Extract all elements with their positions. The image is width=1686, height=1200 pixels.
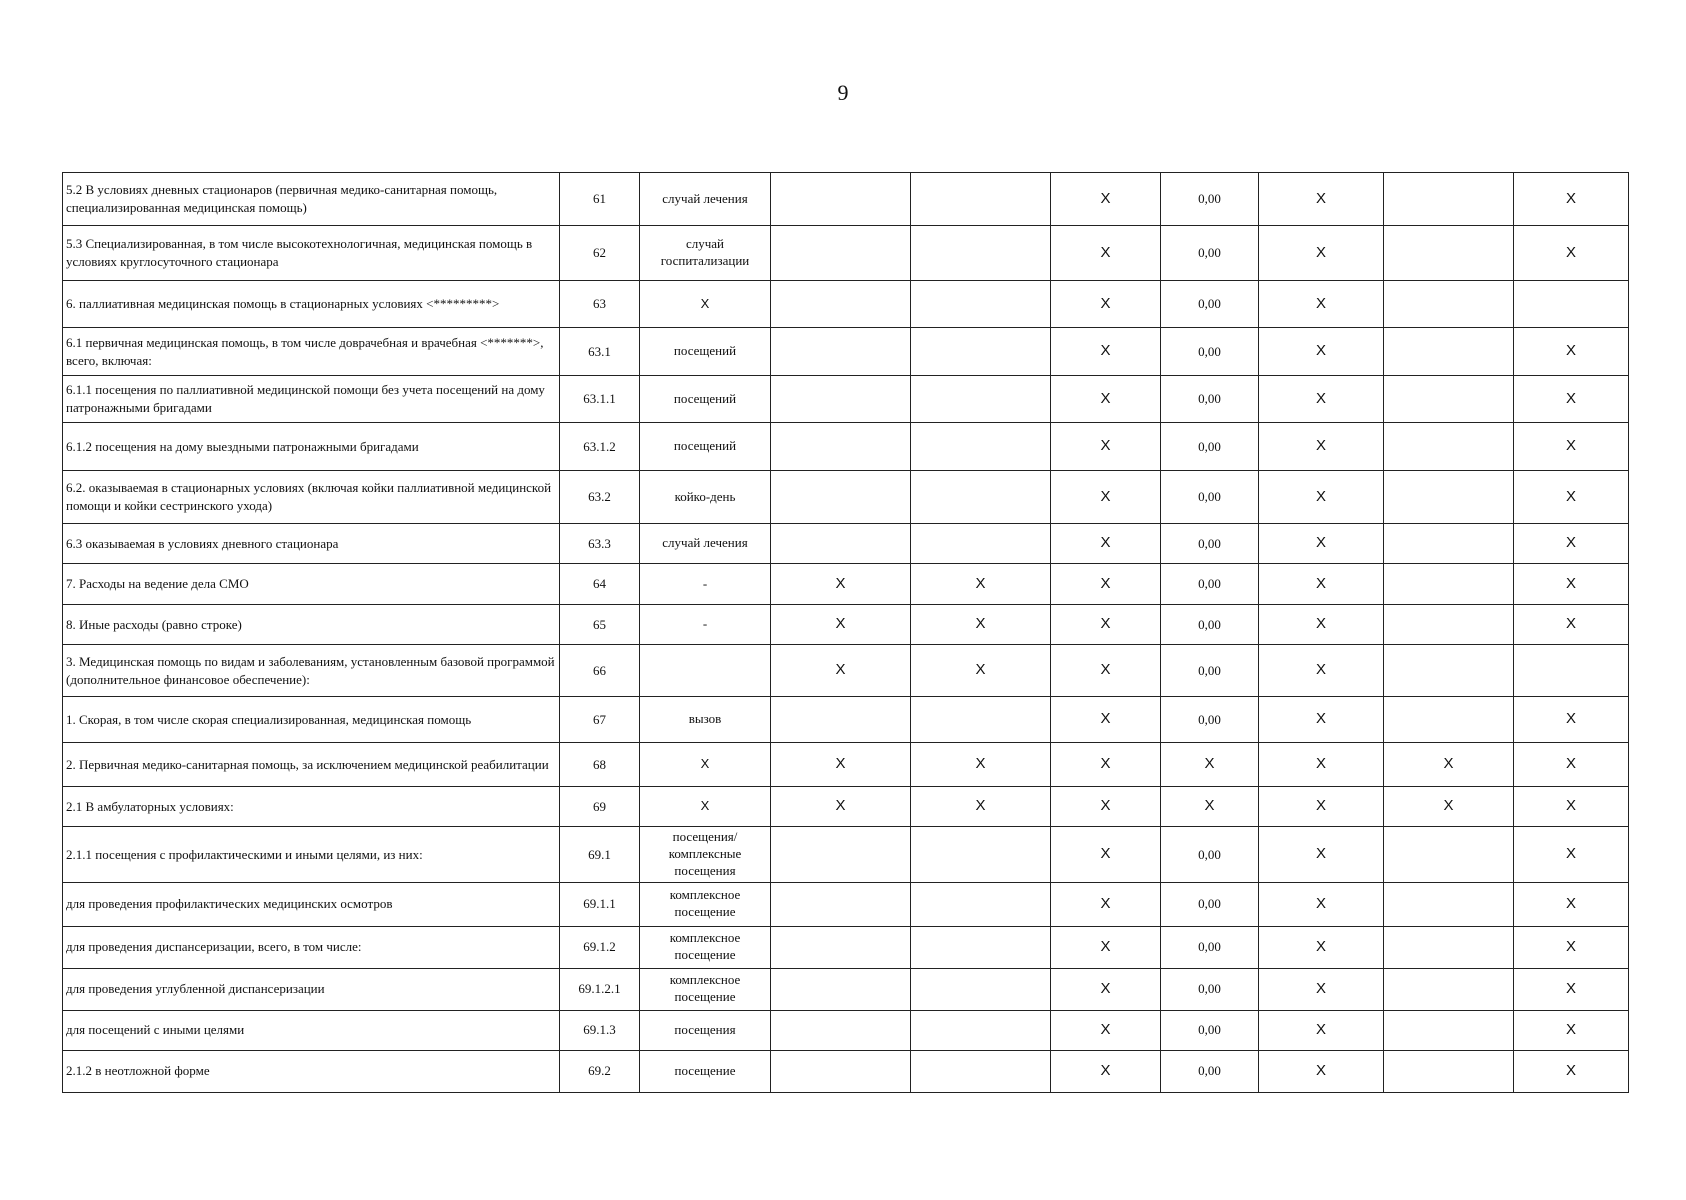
row-value-cell: X — [1259, 743, 1384, 787]
row-value-cell: X — [1051, 564, 1161, 605]
row-value-cell: 0,00 — [1161, 564, 1259, 605]
row-value-cell: X — [1259, 882, 1384, 926]
row-value-cell: X — [1051, 328, 1161, 376]
row-value-cell — [1384, 968, 1514, 1010]
row-unit: X — [640, 787, 771, 827]
row-value-cell: X — [771, 787, 911, 827]
row-value-cell: 0,00 — [1161, 968, 1259, 1010]
table-row — [63, 1050, 1629, 1092]
row-name: 6.1 первичная медицинская помощь, в том числе доврачебная и врачебная <*******>, всего, включая: — [63, 328, 560, 376]
row-value-cell: X — [1514, 226, 1629, 281]
row-value-cell — [1384, 423, 1514, 471]
row-code: 64 — [560, 564, 640, 605]
row-value-cell — [911, 968, 1051, 1010]
row-code: 63.1.2 — [560, 423, 640, 471]
row-value-cell: X — [1259, 697, 1384, 743]
row-code: 69.1.3 — [560, 1010, 640, 1050]
row-value-cell: 0,00 — [1161, 697, 1259, 743]
row-name: для проведения диспансеризации, всего, в том числе: — [63, 926, 560, 968]
row-value-cell: X — [1051, 524, 1161, 564]
row-value-cell: 0,00 — [1161, 605, 1259, 645]
row-value-cell: X — [1051, 173, 1161, 226]
table-row — [63, 328, 1629, 376]
row-value-cell: X — [1514, 827, 1629, 883]
row-name: 2.1 В амбулаторных условиях: — [63, 787, 560, 827]
row-value-cell — [1384, 564, 1514, 605]
row-unit: случай госпитализации — [640, 226, 771, 281]
row-value-cell: 0,00 — [1161, 471, 1259, 524]
row-code: 63.3 — [560, 524, 640, 564]
row-value-cell: 0,00 — [1161, 827, 1259, 883]
data-table — [62, 172, 1629, 1093]
row-value-cell: X — [1051, 605, 1161, 645]
row-value-cell — [1384, 1010, 1514, 1050]
row-unit: посещение — [640, 1050, 771, 1092]
row-value-cell: X — [1259, 605, 1384, 645]
row-unit: X — [640, 281, 771, 328]
row-value-cell — [1384, 882, 1514, 926]
row-value-cell: 0,00 — [1161, 226, 1259, 281]
row-value-cell: X — [1259, 226, 1384, 281]
row-unit: случай лечения — [640, 173, 771, 226]
row-unit: комплексное посещение — [640, 926, 771, 968]
row-unit: койко-день — [640, 471, 771, 524]
table-row — [63, 1010, 1629, 1050]
row-code: 62 — [560, 226, 640, 281]
row-value-cell: X — [771, 743, 911, 787]
row-code: 63 — [560, 281, 640, 328]
row-value-cell — [771, 471, 911, 524]
table-row — [63, 173, 1629, 226]
row-value-cell: X — [1259, 1050, 1384, 1092]
row-value-cell: X — [1051, 1050, 1161, 1092]
row-value-cell — [1384, 471, 1514, 524]
row-value-cell: X — [1051, 968, 1161, 1010]
table-row — [63, 471, 1629, 524]
row-value-cell — [771, 827, 911, 883]
row-name: 2.1.1 посещения с профилактическими и иными целями, из них: — [63, 827, 560, 883]
row-value-cell: X — [1514, 423, 1629, 471]
row-value-cell: 0,00 — [1161, 524, 1259, 564]
row-value-cell: X — [1514, 376, 1629, 423]
row-value-cell: X — [1161, 787, 1259, 827]
row-value-cell: 0,00 — [1161, 926, 1259, 968]
row-value-cell — [1384, 827, 1514, 883]
table-row — [63, 743, 1629, 787]
row-value-cell: X — [1514, 882, 1629, 926]
row-value-cell: X — [1051, 645, 1161, 697]
table-row — [63, 968, 1629, 1010]
row-code: 69.2 — [560, 1050, 640, 1092]
row-value-cell: 0,00 — [1161, 328, 1259, 376]
row-value-cell — [771, 376, 911, 423]
row-value-cell: 0,00 — [1161, 1050, 1259, 1092]
row-value-cell: X — [1051, 471, 1161, 524]
row-value-cell — [911, 524, 1051, 564]
row-unit: - — [640, 564, 771, 605]
row-name: 6. паллиативная медицинская помощь в стационарных условиях <*********> — [63, 281, 560, 328]
row-unit: X — [640, 743, 771, 787]
row-value-cell: X — [1259, 423, 1384, 471]
row-value-cell: X — [1514, 524, 1629, 564]
row-value-cell: 0,00 — [1161, 1010, 1259, 1050]
row-name: 5.3 Специализированная, в том числе высокотехнологичная, медицинская помощь в условиях круглосуточного стационара — [63, 226, 560, 281]
table-row — [63, 605, 1629, 645]
row-value-cell: X — [1259, 787, 1384, 827]
row-value-cell: X — [771, 605, 911, 645]
row-value-cell — [1384, 226, 1514, 281]
row-name: для проведения углубленной диспансеризации — [63, 968, 560, 1010]
row-value-cell — [911, 882, 1051, 926]
row-value-cell: X — [771, 645, 911, 697]
row-value-cell: X — [1051, 1010, 1161, 1050]
row-unit: посещения — [640, 1010, 771, 1050]
row-value-cell: X — [1259, 827, 1384, 883]
row-value-cell: X — [1514, 605, 1629, 645]
table-row — [63, 697, 1629, 743]
row-value-cell: X — [1514, 968, 1629, 1010]
row-value-cell — [911, 328, 1051, 376]
row-value-cell: X — [1514, 743, 1629, 787]
row-name: 6.3 оказываемая в условиях дневного стационара — [63, 524, 560, 564]
row-value-cell — [1384, 524, 1514, 564]
row-value-cell — [1384, 173, 1514, 226]
row-value-cell — [771, 281, 911, 328]
row-value-cell — [911, 926, 1051, 968]
row-value-cell — [771, 173, 911, 226]
row-value-cell: X — [1259, 564, 1384, 605]
row-code: 63.2 — [560, 471, 640, 524]
row-value-cell: X — [1259, 471, 1384, 524]
row-value-cell: X — [1161, 743, 1259, 787]
table-row — [63, 524, 1629, 564]
row-unit: посещений — [640, 376, 771, 423]
row-code: 69.1.2 — [560, 926, 640, 968]
row-value-cell — [1384, 645, 1514, 697]
row-value-cell: 0,00 — [1161, 645, 1259, 697]
row-value-cell — [1384, 328, 1514, 376]
row-value-cell — [771, 423, 911, 471]
row-code: 66 — [560, 645, 640, 697]
row-code: 61 — [560, 173, 640, 226]
row-unit: комплексное посещение — [640, 968, 771, 1010]
row-value-cell: X — [1514, 471, 1629, 524]
row-code: 69.1 — [560, 827, 640, 883]
table-row — [63, 645, 1629, 697]
table-row — [63, 376, 1629, 423]
row-name: для посещений с иными целями — [63, 1010, 560, 1050]
row-value-cell: 0,00 — [1161, 882, 1259, 926]
row-value-cell — [1384, 376, 1514, 423]
row-value-cell: X — [1051, 226, 1161, 281]
row-value-cell: X — [1384, 743, 1514, 787]
row-code: 68 — [560, 743, 640, 787]
table-body — [63, 173, 1629, 1093]
row-value-cell — [911, 376, 1051, 423]
row-name: 6.2. оказываемая в стационарных условиях (включая койки паллиативной медицинской помощи и койки сестринского ухода) — [63, 471, 560, 524]
row-name: 7. Расходы на ведение дела СМО — [63, 564, 560, 605]
row-value-cell: X — [1514, 1010, 1629, 1050]
row-value-cell — [911, 173, 1051, 226]
table-row — [63, 787, 1629, 827]
row-value-cell: X — [1514, 697, 1629, 743]
row-value-cell — [911, 471, 1051, 524]
row-unit — [640, 645, 771, 697]
row-code: 69.1.2.1 — [560, 968, 640, 1010]
row-name: для проведения профилактических медицинских осмотров — [63, 882, 560, 926]
row-value-cell: X — [1514, 564, 1629, 605]
row-value-cell — [1514, 645, 1629, 697]
row-value-cell — [1514, 281, 1629, 328]
row-value-cell: X — [771, 564, 911, 605]
row-value-cell: X — [1051, 926, 1161, 968]
row-value-cell: X — [1259, 281, 1384, 328]
row-name: 8. Иные расходы (равно строке) — [63, 605, 560, 645]
table-row — [63, 564, 1629, 605]
row-value-cell: X — [1051, 697, 1161, 743]
row-value-cell — [771, 968, 911, 1010]
row-value-cell: X — [1051, 882, 1161, 926]
table-row — [63, 827, 1629, 883]
row-value-cell — [911, 697, 1051, 743]
row-value-cell: X — [1259, 376, 1384, 423]
table-row — [63, 926, 1629, 968]
row-value-cell — [771, 328, 911, 376]
row-value-cell — [1384, 281, 1514, 328]
row-unit: - — [640, 605, 771, 645]
table-row — [63, 281, 1629, 328]
row-value-cell: X — [1514, 787, 1629, 827]
row-value-cell — [911, 281, 1051, 328]
row-value-cell — [771, 697, 911, 743]
row-code: 69.1.1 — [560, 882, 640, 926]
row-value-cell: X — [1514, 1050, 1629, 1092]
row-unit: случай лечения — [640, 524, 771, 564]
row-value-cell: X — [911, 787, 1051, 827]
row-value-cell — [1384, 605, 1514, 645]
row-value-cell — [771, 1010, 911, 1050]
row-value-cell — [911, 1050, 1051, 1092]
row-value-cell: X — [1259, 173, 1384, 226]
row-code: 65 — [560, 605, 640, 645]
row-value-cell — [1384, 1050, 1514, 1092]
row-value-cell: X — [1051, 787, 1161, 827]
table-row — [63, 882, 1629, 926]
row-value-cell: X — [1514, 328, 1629, 376]
row-name: 5.2 В условиях дневных стационаров (первичная медико-санитарная помощь, специализированная медицинская помощь) — [63, 173, 560, 226]
row-value-cell: X — [1259, 524, 1384, 564]
row-unit: посещений — [640, 328, 771, 376]
row-code: 63.1 — [560, 328, 640, 376]
row-name: 6.1.1 посещения по паллиативной медицинской помощи без учета посещений на дому патронажными бригадами — [63, 376, 560, 423]
row-value-cell: X — [911, 743, 1051, 787]
row-value-cell: X — [1259, 1010, 1384, 1050]
row-value-cell: 0,00 — [1161, 423, 1259, 471]
row-value-cell: 0,00 — [1161, 281, 1259, 328]
row-value-cell: X — [911, 564, 1051, 605]
row-value-cell — [911, 1010, 1051, 1050]
row-value-cell: X — [1514, 926, 1629, 968]
row-code: 63.1.1 — [560, 376, 640, 423]
row-value-cell — [771, 926, 911, 968]
row-name: 2.1.2 в неотложной форме — [63, 1050, 560, 1092]
row-value-cell: X — [1259, 968, 1384, 1010]
row-value-cell — [771, 882, 911, 926]
table-row — [63, 423, 1629, 471]
row-value-cell: X — [911, 605, 1051, 645]
row-value-cell — [771, 524, 911, 564]
row-value-cell — [771, 1050, 911, 1092]
row-value-cell: X — [1259, 926, 1384, 968]
row-unit: посещений — [640, 423, 771, 471]
row-name: 3. Медицинская помощь по видам и заболеваниям, установленным базовой программой (дополнительное финансовое обеспечение): — [63, 645, 560, 697]
row-value-cell — [771, 226, 911, 281]
row-value-cell: X — [1259, 645, 1384, 697]
page-number: 9 — [837, 80, 849, 105]
table-row — [63, 226, 1629, 281]
row-value-cell: X — [1051, 376, 1161, 423]
row-value-cell: X — [1051, 743, 1161, 787]
row-value-cell: X — [1051, 281, 1161, 328]
row-value-cell — [911, 827, 1051, 883]
row-code: 67 — [560, 697, 640, 743]
row-value-cell: X — [1384, 787, 1514, 827]
row-name: 2. Первичная медико-санитарная помощь, за исключением медицинской реабилитации — [63, 743, 560, 787]
row-name: 1. Скорая, в том числе скорая специализированная, медицинская помощь — [63, 697, 560, 743]
row-value-cell — [911, 226, 1051, 281]
row-value-cell: 0,00 — [1161, 173, 1259, 226]
row-name: 6.1.2 посещения на дому выездными патронажными бригадами — [63, 423, 560, 471]
row-value-cell: X — [1051, 423, 1161, 471]
row-unit: вызов — [640, 697, 771, 743]
row-code: 69 — [560, 787, 640, 827]
row-unit: посещения/ комплексные посещения — [640, 827, 771, 883]
row-value-cell: X — [911, 645, 1051, 697]
row-value-cell — [911, 423, 1051, 471]
row-unit: комплексное посещение — [640, 882, 771, 926]
row-value-cell: 0,00 — [1161, 376, 1259, 423]
row-value-cell: X — [1259, 328, 1384, 376]
row-value-cell: X — [1051, 827, 1161, 883]
row-value-cell — [1384, 697, 1514, 743]
row-value-cell — [1384, 926, 1514, 968]
row-value-cell: X — [1514, 173, 1629, 226]
